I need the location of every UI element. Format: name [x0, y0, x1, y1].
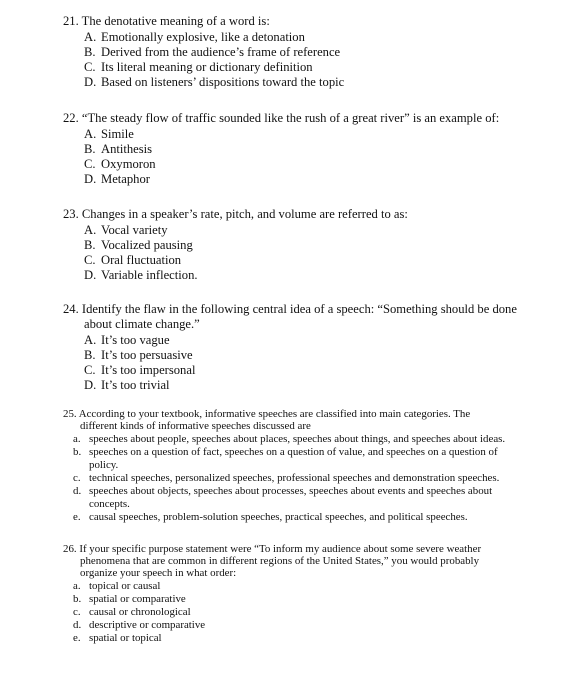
option-d [73, 485, 492, 498]
option-d [84, 172, 150, 187]
option-c [84, 253, 181, 268]
option-letter: B. [84, 142, 96, 156]
question-stem: 24. Identify the flaw in the following central idea of a speech: “Something should be done [63, 302, 517, 316]
question-stem-continued: organize your speech in what order: [80, 567, 237, 579]
question-stem-continued: different kinds of informative speeches discussed are [80, 420, 311, 432]
option-text: descriptive or comparative [89, 619, 206, 631]
option-letter: B. [84, 45, 96, 59]
option-letter: b. [73, 593, 82, 605]
option-letter: C. [84, 363, 96, 377]
option-d [84, 378, 170, 393]
option-a [84, 127, 134, 142]
option-letter: A. [84, 333, 97, 347]
option-c [73, 606, 191, 619]
option-letter: C. [84, 253, 96, 267]
option-letter: A. [84, 127, 97, 141]
option-d [84, 75, 344, 90]
option-letter: B. [84, 348, 96, 362]
option-letter: D. [84, 75, 97, 89]
option-letter: d. [73, 485, 82, 497]
option-b [84, 238, 193, 253]
option-text: causal or chronological [89, 606, 191, 618]
option-a [84, 333, 170, 348]
option-letter: a. [73, 580, 81, 592]
option-text: Emotionally explosive, like a detonation [101, 30, 305, 44]
option-text: It’s too trivial [101, 378, 170, 392]
question-stem-continued: about climate change.” [84, 317, 200, 331]
option-letter: D. [84, 268, 97, 282]
option-text: Oxymoron [101, 157, 156, 171]
option-letter: A. [84, 30, 97, 44]
question-stem: 23. Changes in a speaker’s rate, pitch, and volume are referred to as: [63, 207, 408, 221]
option-text: Variable inflection. [101, 268, 198, 282]
option-text: Vocal variety [101, 223, 168, 237]
option-text: It’s too impersonal [101, 363, 196, 377]
option-text: Derived from the audience’s frame of reference [101, 45, 341, 59]
option-e [73, 511, 468, 524]
option-b [73, 446, 498, 459]
option-text: Vocalized pausing [101, 238, 193, 252]
option-letter: c. [73, 606, 81, 618]
question-stem: 26. If your specific purpose statement were “To inform my audience about some severe weather [63, 543, 482, 555]
option-a [84, 223, 168, 238]
option-text: Antithesis [101, 142, 153, 156]
option-c [84, 60, 313, 75]
option-text: speeches about objects, speeches about processes, speeches about events and speeches about [89, 485, 493, 497]
option-a [73, 433, 505, 446]
option-letter: D. [84, 172, 97, 186]
option-text: Oral fluctuation [101, 253, 182, 267]
option-e [73, 632, 162, 645]
option-text-continued [89, 498, 130, 511]
option-b [84, 142, 152, 157]
option-letter: b. [73, 446, 82, 458]
option-letter: e. [73, 511, 81, 523]
question-stem: 22. “The steady flow of traffic sounded like the rush of a great river” is an example of: [63, 111, 500, 125]
option-text: Its literal meaning or dictionary definition [101, 60, 313, 74]
option-text: topical or causal [89, 580, 161, 592]
option-d [73, 619, 205, 632]
option-letter: C. [84, 157, 96, 171]
option-d [84, 268, 198, 283]
question-stem: 25. According to your textbook, informative speeches are classified into main categories. The [63, 408, 471, 420]
option-letter: A. [84, 223, 97, 237]
option-letter: B. [84, 238, 96, 252]
question-stem-continued: phenomena that are common in different regions of the United States,” you would probably [80, 555, 480, 567]
option-text: It’s too vague [101, 333, 170, 347]
option-text: concepts. [89, 498, 130, 510]
option-a [84, 30, 305, 45]
option-text: It’s too persuasive [101, 348, 193, 362]
option-a [73, 580, 160, 593]
option-letter: d. [73, 619, 82, 631]
option-c [84, 157, 156, 172]
option-text: policy. [89, 459, 119, 471]
option-letter: C. [84, 60, 96, 74]
option-c [84, 363, 195, 378]
option-text: spatial or comparative [89, 593, 186, 605]
option-letter: e. [73, 632, 81, 644]
option-b [73, 593, 186, 606]
option-letter: a. [73, 433, 81, 445]
option-text-continued [89, 459, 118, 472]
option-text: Simile [101, 127, 134, 141]
option-c [73, 472, 499, 485]
option-text: causal speeches, problem-solution speeches, practical speeches, and political speeches. [89, 511, 468, 523]
option-text: spatial or topical [89, 632, 162, 644]
option-text: technical speeches, personalized speeches, professional speeches and demonstration speeches. [89, 472, 500, 484]
question-stem: 21. The denotative meaning of a word is: [63, 14, 270, 28]
option-text: speeches on a question of fact, speeches on a question of value, and speeches on a question of [89, 446, 498, 458]
option-text: Based on listeners’ dispositions toward the topic [101, 75, 345, 89]
option-b [84, 348, 193, 363]
option-b [84, 45, 340, 60]
option-letter: D. [84, 378, 97, 392]
option-letter: c. [73, 472, 81, 484]
option-text: Metaphor [101, 172, 150, 186]
option-text: speeches about people, speeches about places, speeches about things, and speeches about ideas. [89, 433, 506, 445]
